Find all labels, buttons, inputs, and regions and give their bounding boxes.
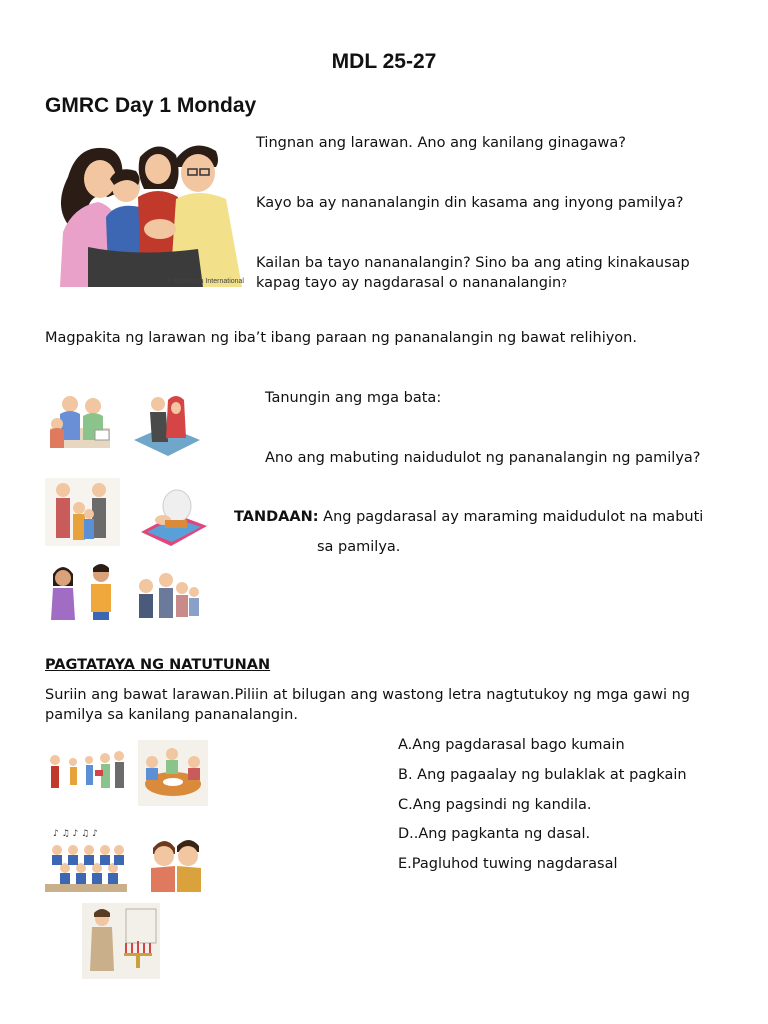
question-4-mark: ? bbox=[561, 277, 568, 290]
question-3: Kailan ba tayo nananalangin? Sino ba ang ating kinakausap bbox=[256, 255, 690, 271]
assessment-instructions-2: pamilya sa kanilang pananalangin. bbox=[45, 707, 298, 723]
page-title: GMRC Day 1 Monday bbox=[45, 94, 257, 117]
family-meal-prayer-image bbox=[138, 740, 208, 806]
candle-lighting-image bbox=[82, 903, 160, 979]
remember-line-2: sa pamilya. bbox=[317, 539, 401, 555]
choice-b: B. Ang pagaalay ng bulaklak at pagkain bbox=[398, 767, 687, 783]
church-offering-image bbox=[45, 740, 127, 806]
ask-label: Tanungin ang mga bata: bbox=[265, 390, 442, 406]
question-4 bbox=[256, 275, 567, 291]
children-praying-image bbox=[45, 560, 120, 622]
choice-c: C.Ang pagsindi ng kandila. bbox=[398, 797, 592, 813]
family-prayer-table-image bbox=[45, 390, 120, 458]
ask-question: Ano ang mabuting naidudulot ng pananalangin ng pamilya? bbox=[265, 450, 701, 466]
choice-a: A.Ang pagdarasal bago kumain bbox=[398, 737, 625, 753]
family-group-praying-image bbox=[132, 566, 204, 622]
remember-label: TANDAAN: bbox=[234, 509, 319, 525]
family-praying-illustration bbox=[48, 137, 246, 289]
remember-text: Ang pagdarasal ay maraming maidudulot na mabuti bbox=[323, 509, 704, 525]
question-2: Kayo ba ay nananalangin din kasama ang inyong pamilya? bbox=[256, 195, 684, 211]
question-4-text: kapag tayo ay nagdarasal o nananalangin bbox=[256, 275, 562, 291]
page-code: MDL 25-27 bbox=[331, 50, 437, 73]
assessment-heading: PAGTATAYA NG NATUTUNAN bbox=[45, 657, 271, 673]
choice-d: D..Ang pagkanta ng dasal. bbox=[398, 826, 591, 842]
remember-line-1 bbox=[234, 509, 703, 525]
assessment-instructions-1: Suriin ang bawat larawan.Piliin at bilugan ang wastong letra nagtutukoy ng mga gawi ng bbox=[45, 687, 691, 703]
choice-e: E.Pagluhod tuwing nagdarasal bbox=[398, 856, 618, 872]
kneeling-prayer-mat-image bbox=[135, 480, 210, 550]
muslim-prayer-rug-image bbox=[130, 390, 202, 460]
question-1: Tingnan ang larawan. Ano ang kanilang ginagawa? bbox=[256, 135, 626, 151]
instruction-text: Magpakita ng larawan ng iba’t ibang paraan ng pananalangin ng bawat relihiyon. bbox=[45, 330, 637, 346]
kids-hugging-prayer-image bbox=[145, 832, 207, 894]
standing-family-prayer-image bbox=[45, 478, 120, 546]
choir-singing-image bbox=[45, 826, 127, 894]
image-credit: © Unlimash International bbox=[167, 278, 244, 285]
svg-text:♪ ♫ ♪ ♫ ♪: ♪ ♫ ♪ ♫ ♪ bbox=[53, 829, 98, 839]
